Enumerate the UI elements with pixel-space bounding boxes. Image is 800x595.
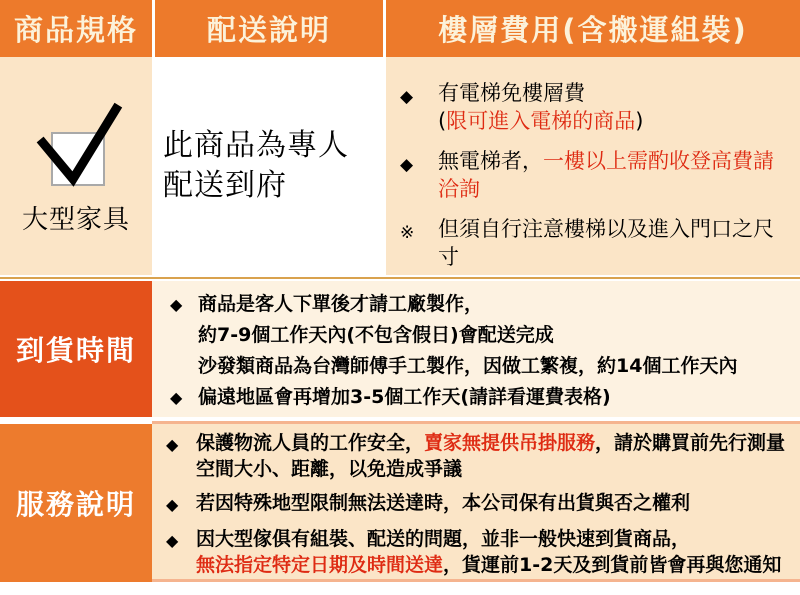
- diamond-bullet-icon: ◆: [170, 388, 183, 407]
- salmon-separator: [0, 417, 800, 424]
- arrival-time-content: [152, 281, 800, 417]
- product-type-label: 大型家具: [21, 204, 130, 235]
- floor-fee-item-elevator: ◆ 有電梯免樓層費 (限可進入電梯的商品): [400, 81, 644, 133]
- red-highlight: 無法指定特定日期及時間送達: [196, 554, 444, 576]
- red-highlight: 限可進入電梯的商品: [446, 109, 636, 133]
- arrival-time-label: 到貨時間: [0, 281, 152, 417]
- spec-row: [0, 57, 800, 275]
- diamond-bullet-icon: ◆: [400, 87, 414, 107]
- note-marker-icon: ※: [400, 223, 415, 243]
- diamond-bullet-icon: ◆: [170, 295, 183, 314]
- header-delivery: 配送說明: [155, 0, 383, 57]
- diamond-bullet-icon: ◆: [166, 435, 179, 454]
- header-floor-fee: 樓層費用(含搬運組裝): [386, 0, 800, 57]
- red-highlight: 賣家無提供吊掛服務: [424, 432, 596, 454]
- floor-fee-cell: [386, 57, 800, 275]
- arrival-line: ◆ 偏遠地區會再增加3-5個工作天(請詳看運費表格): [170, 382, 794, 413]
- delivery-method-cell: [155, 57, 383, 275]
- diamond-bullet-icon: ◆: [166, 531, 179, 550]
- arrival-line: 約7-9個工作天內(不包含假日)會配送完成: [198, 324, 554, 346]
- diamond-bullet-icon: ◆: [400, 155, 414, 175]
- floor-fee-item-note: ※ 但須自行注意樓梯以及進入門口之尺寸: [400, 217, 774, 269]
- arrival-line: 沙發類商品為台灣師傅手工製作，因做工繁複，約14個工作天內: [198, 355, 738, 377]
- table-header: [0, 0, 800, 57]
- checked-checkbox-icon: [28, 97, 124, 197]
- header-product-spec: 商品規格: [0, 0, 152, 57]
- service-item-terrain: ◆ 若因特殊地型限制無法送達時，本公司保有出貨與否之權利: [166, 490, 794, 518]
- arrival-line: ◆ 商品是客人下單後才請工廠製作，: [170, 289, 794, 320]
- service-item-safety: ◆ 保護物流人員的工作安全，賣家無提供吊掛服務，請於購買前先行測量 空間大小、距離，以免造成爭議: [166, 432, 786, 480]
- floor-fee-item-no-elevator: ◆ 無電梯者，一樓以上需酌收登高費請洽詢: [400, 149, 774, 201]
- delivery-method-text: 此商品為專人 配送到府: [163, 127, 349, 203]
- service-notes-label: 服務說明: [0, 424, 152, 582]
- arrival-time-row: [0, 281, 800, 417]
- red-highlight: 一樓以上需酌收登高費請洽詢: [438, 149, 774, 201]
- product-type-cell: [0, 57, 152, 275]
- bottom-margin: [0, 582, 800, 595]
- service-notes-content: [152, 424, 800, 582]
- diamond-bullet-icon: ◆: [166, 495, 179, 514]
- service-item-schedule: ◆ 因大型傢俱有組裝、配送的問題，並非一般快速到貨商品， 無法指定特定日期及時間送達，貨運前1-2天及到貨前皆會再與您通知: [166, 528, 782, 576]
- service-notes-row: [0, 424, 800, 582]
